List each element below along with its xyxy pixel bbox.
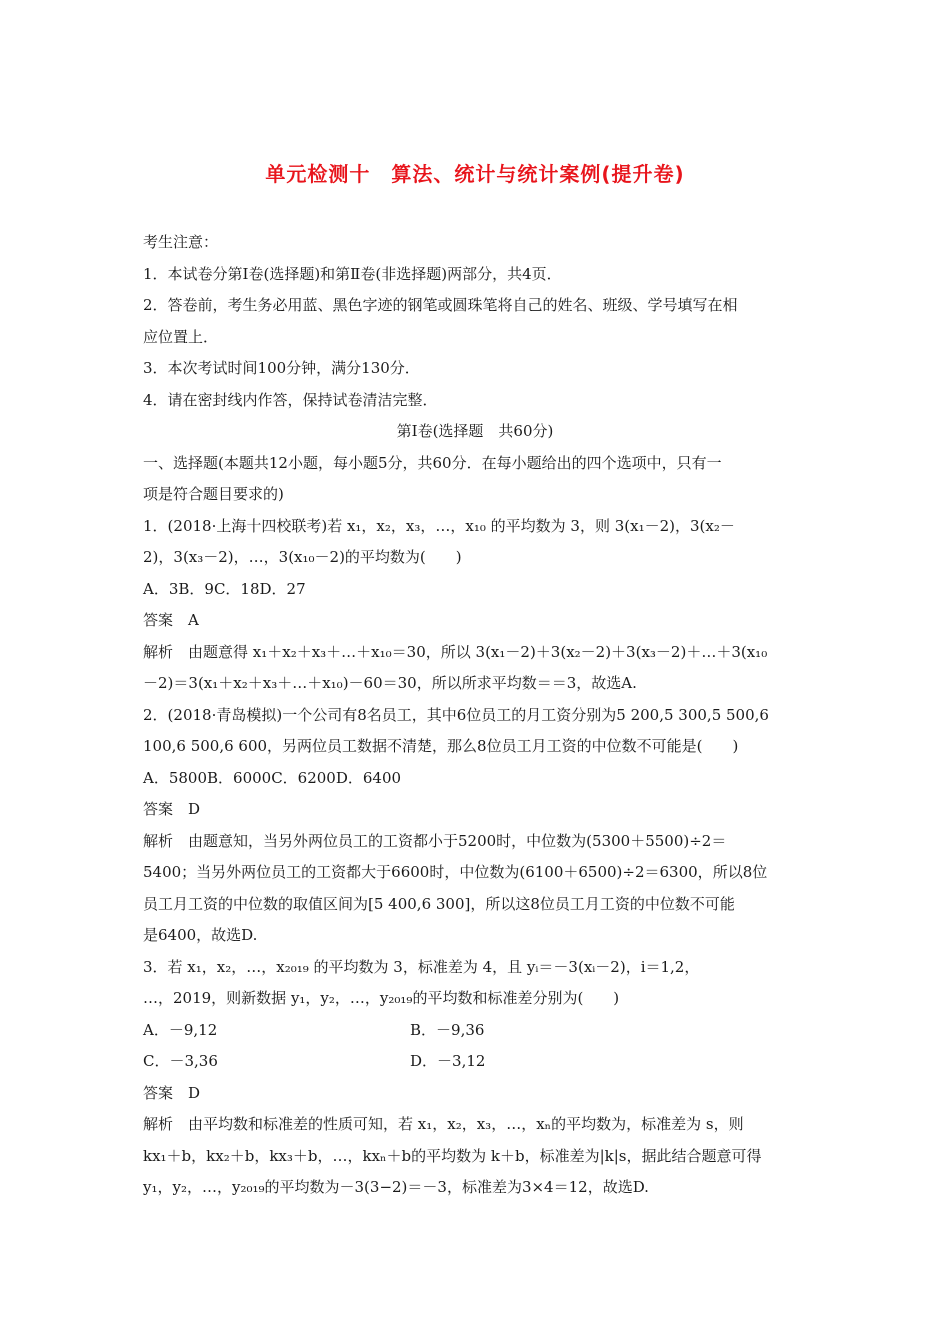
section-heading: 第Ⅰ卷(选择题 共60分) <box>396 422 554 440</box>
question-2-analysis: 5400；当另外两位员工的工资都大于6600时，中位数为(6100＋6500)÷2＝6300，所以8位 <box>143 863 768 881</box>
question-2-analysis: 是6400，故选D. <box>143 926 258 944</box>
question-3-analysis: 解析 由平均数和标准差的性质可知，若 x₁，x₂，x₃，…，xₙ的平均数为，标准差为 s，则 <box>143 1115 744 1133</box>
question-2-options: A．5800B．6000C．6200D．6400 <box>143 769 402 787</box>
question-1-stem: 2)，3(x₃－2)，…，3(x₁₀－2)的平均数为( ) <box>143 548 462 566</box>
question-1-answer: 答案 A <box>143 611 199 629</box>
notice-item: 3．本次考试时间100分钟，满分130分． <box>143 359 420 377</box>
notice-item: 2．答卷前，考生务必用蓝、黑色字迹的钢笔或圆珠笔将自己的姓名、班级、学号填写在相 <box>143 296 738 314</box>
notice-item: 1．本试卷分第Ⅰ卷(选择题)和第Ⅱ卷(非选择题)两部分，共4页． <box>143 265 562 283</box>
notice-item: 4．请在密封线内作答，保持试卷清洁完整． <box>143 391 438 409</box>
notice-heading: 考生注意： <box>143 233 219 251</box>
section-intro: 项是符合题目要求的) <box>143 485 284 503</box>
question-2-analysis: 员工月工资的中位数的取值区间为[5 400,6 300]，所以这8位员工月工资的中位数不可能 <box>143 895 735 913</box>
question-3-option-c: C．－3,36 <box>143 1052 218 1070</box>
question-3-option-a: A．－9,12 <box>143 1021 218 1039</box>
question-3-option-d: D．－3,12 <box>410 1052 486 1070</box>
question-1-options: A．3B．9C．18D．27 <box>143 580 306 598</box>
question-3-analysis: kx₁＋b，kx₂＋b，kx₃＋b，…，kxₙ＋b的平均数为 k＋b，标准差为|k|s，据此结合题意可得 <box>143 1147 762 1165</box>
question-3-stem: …，2019，则新数据 y₁，y₂，…，y₂₀₁₉的平均数和标准差分别为( ) <box>143 989 620 1007</box>
question-1-stem: 1．(2018·上海十四校联考)若 x₁，x₂，x₃，…，x₁₀ 的平均数为 3，则 3(x₁－2)，3(x₂－ <box>143 517 735 535</box>
question-2-analysis: 解析 由题意知，当另外两位员工的工资都小于5200时，中位数为(5300＋5500)÷2＝ <box>143 832 727 850</box>
question-1-analysis: －2)＝3(x₁＋x₂＋x₃＋…＋x₁₀)－60＝30，所以所求平均数＝＝3，故选A. <box>143 674 637 692</box>
page-title: 单元检测十 算法、统计与统计案例(提升卷) <box>265 162 685 186</box>
question-3-analysis: y₁，y₂，…，y₂₀₁₉的平均数为－3(3−2)＝－3，标准差为3×4＝12，故选D. <box>143 1178 649 1196</box>
question-3-stem: 3．若 x₁，x₂，…，x₂₀₁₉ 的平均数为 3，标准差为 4，且 yᵢ＝－3(xᵢ－2)，i＝1,2， <box>143 958 700 976</box>
question-2-answer: 答案 D <box>143 800 201 818</box>
notice-item: 应位置上． <box>143 328 219 346</box>
question-3-option-b: B．－9,36 <box>410 1021 485 1039</box>
question-2-stem: 100,6 500,6 600，另两位员工数据不清楚，那么8位员工月工资的中位数不可能是( ) <box>143 737 739 755</box>
section-intro: 一、选择题(本题共12小题，每小题5分，共60分．在每小题给出的四个选项中，只有一 <box>143 454 722 472</box>
question-1-analysis: 解析 由题意得 x₁＋x₂＋x₃＋…＋x₁₀＝30，所以 3(x₁－2)＋3(x₂－2)＋3(x₃－2)＋…＋3(x₁₀ <box>143 643 768 661</box>
question-2-stem: 2．(2018·青岛模拟)一个公司有8名员工，其中6位员工的月工资分别为5 200,5 300,5 500,6 <box>143 706 769 724</box>
question-3-answer: 答案 D <box>143 1084 201 1102</box>
